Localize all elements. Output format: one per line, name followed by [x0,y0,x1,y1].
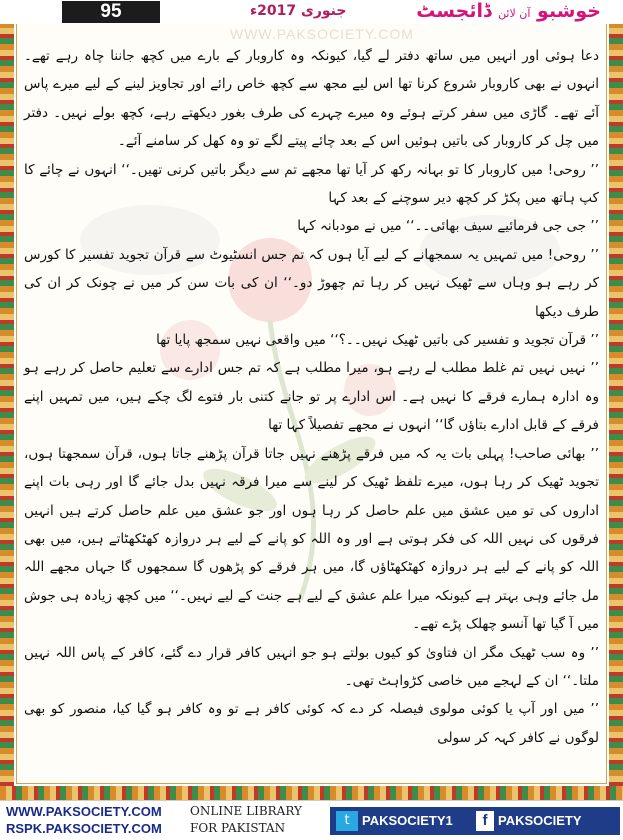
article-text [24,42,599,752]
website-link-secondary[interactable]: RSPK.PAKSOCIETY.COM [6,821,162,836]
paragraph: ’’ جی جی فرمائیے سیف بھائی۔۔‘‘ میں نے مودبانہ کہا [297,218,599,235]
watermark-text: WWW.PAKSOCIETY.COM [230,26,414,42]
brand-main: خوشبو [537,0,601,22]
paragraph: ’’ نہیں نہیں تم غلط مطلب لے رہے ہو، میرا مطلب ہے کہ تم جس ادارے سے تعلیم حاصل کر رہے ہو وہ ادارہ ہمارے فرقے کا نہیں ہے۔ اس ادارے پر تو جانے کتنی بار فتوے لگ چکے ہیں، میں تمہیں اپنے فرقے کے قابل ادارے بتاؤں گا‘‘ انہوں نے مجھے تفصیلاً کہا تھا [24,360,599,434]
paragraph: دعا ہوئی اور انہیں میں ساتھ دفتر لے گیا، کیونکہ وہ کاروبار کے بارے میں کچھ جاننا چاہ رہے تھے۔ انہوں نے بھی کاروبار شروع کرنا تھا اس لیے مجھ سے کچھ خاص رائے اور تجاویز لینے کے لیے میرے پاس آئے تھے۔ گاڑی میں سفر کرتے ہوئے وہ میرے چہرے کی طرف بغور دیکھتے رہے، کچھ بولے نہیں۔ دفتر میں چل کر کاروبار کی باتیں ہوئیں اس کے بعد چائے پیتے لگے تو وہ کھل کر سامنے آئے۔ [24,48,599,150]
paragraph: ’’ قرآن تجوید و تفسیر کی باتیں ٹھیک نہیں۔۔؟‘‘ میں واقعی نہیں سمجھ پایا تھا [156,332,599,349]
paragraph: ’’ روحی! میں تمہیں یہ سمجھانے کے لیے آیا ہوں کہ تم جس انسٹیوٹ سے قرآن تجوید تفسیر کا کورس کر رہے ہو وہاں سے ٹھیک نہیں کر رہا تم چھوڑ دو۔‘‘ ان کی بات سن کر میں نے چونک کر ان کی طرف دیکھا [24,246,599,320]
twitter-handle[interactable]: PAKSOCIETY1 [362,813,453,828]
library-tagline-second: FOR PAKISTAN [190,821,286,835]
page-header [0,0,623,24]
page-number: 95 [62,1,160,23]
brand-end: ڈائجسٹ [416,0,492,22]
magazine-title [416,0,601,22]
paragraph: ’’ بھائی صاحب! پہلی بات یہ کہ میں فرقے پڑھنے نہیں جاتا قرآن پڑھنے جاتا ہوں، قرآن سمجھتا ہوں، تجوید ٹھیک کر رہا ہوں، میرے تلفظ ٹھیک کر لینے سے میرا فرقہ نہیں بدل جائے گا اور رہی بات اپنے اداروں کی تو میں عشق میں علم حاصل کر رہا ہوں اور جو عشق میں علم حاصل کرتے ہیں انہیں فرقوں کی نہیں اللہ کی فکر ہوتی ہے اور وہ اللہ کو پانے کے لیے ہر دروازہ کھٹکھٹاتے ہیں، میں بھی اللہ کو پانے کے لیے ہر دروازہ کھٹکھٹاؤں گا، میں ہر فرقے کو پڑھوں گا سمجھوں گا جہاں مجھے اللہ مل جائے وہی بہتر ہے کیونکہ میرا علم عشق کے لیے ہے جنت کے لیے نہیں۔‘‘ میں کچھ زیادہ ہی جوش میں آ گیا تھا آنسو چھلک پڑے تھے۔ [24,445,599,633]
twitter-icon[interactable]: t [336,811,358,831]
paragraph: ’’ میں اور آپ یا کوئی مولوی فیصلہ کر دے کہ کوئی کافر ہے تو وہ کافر ہو گیا کیا، منصور کو بھی لوگوں نے کافر کہہ کر سولی [24,701,599,746]
website-link[interactable]: WWW.PAKSOCIETY.COM [6,804,162,819]
issue-month: جنوری 2017ء [250,3,347,19]
facebook-icon[interactable]: f [476,811,494,831]
library-tagline: ONLINE LIBRARY [190,804,302,818]
facebook-handle[interactable]: PAKSOCIETY [498,813,582,828]
paragraph: ’’ روحی! میں کاروبار کا تو بہانہ رکھ کر آیا تھا مجھے تم سے دیگر باتیں کرنی تھیں۔‘‘ انہوں نے چائے کا کپ ہاتھ میں پکڑ کر کچھ دیر سوچنے کے بعد کہا [24,161,599,207]
brand-mid: آن لائن [498,7,531,20]
paragraph: ’’ وہ سب ٹھیک مگر ان فتاویٰ کو کیوں بولتے ہو جو انہیں کافر قرار دے گئے، کافر کے پاس اللہ نہیں ملتا۔‘‘ ان کے لہجے میں خاصی کڑواہٹ تھی۔ [24,644,599,689]
page-footer [0,800,623,840]
